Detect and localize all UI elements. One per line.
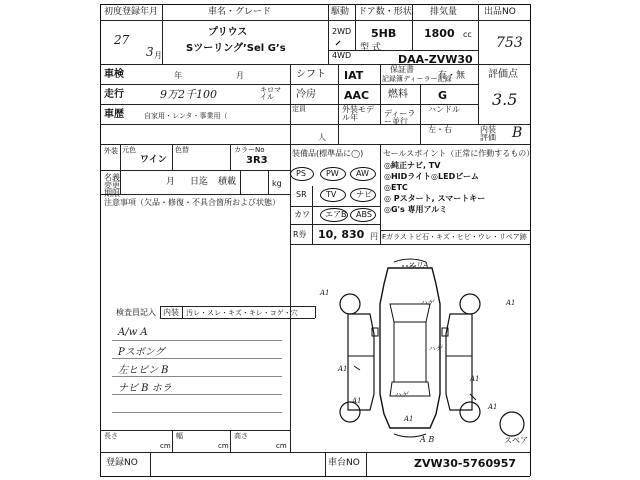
equip-abs-circle [350, 208, 376, 222]
grid-line [100, 20, 530, 21]
ext-model-label: 外装モデル年 [342, 105, 374, 122]
shaken-year-unit: 年 [174, 71, 182, 80]
grid-line [355, 4, 356, 50]
length-unit: cm [160, 442, 171, 450]
note-line-1: A/w A [118, 327, 148, 338]
vehicle-grade: Sツーリング’Sel G’s [186, 43, 286, 54]
original-color-value: ワイン [140, 155, 167, 165]
note-line-4: ナビ B ホラ [118, 383, 172, 394]
vehicle-name: プリウス [208, 27, 248, 38]
door-shape-value: 5HB [371, 27, 397, 40]
sales-point-4: ◎ Pスタート, スマートキー [384, 194, 486, 203]
note-line [112, 394, 282, 395]
chassis-label: 車台NO [328, 458, 360, 468]
drive-2wd: 2WD [332, 27, 352, 36]
damage-mark-2: A1 [506, 299, 516, 307]
mileage-value: 9万2千100 [160, 88, 217, 101]
width-label: 幅 [176, 432, 183, 440]
name-change-month-unit: 月 [166, 177, 176, 187]
door-shape-label: ドア数・形状 [358, 7, 412, 17]
cargo-unit: kg [272, 179, 282, 188]
exterior-label: 外装 [104, 147, 118, 155]
grid-line [100, 170, 290, 171]
grid-line [338, 64, 339, 144]
chassis-value: ZVW30-5760957 [414, 457, 517, 470]
history-options: 自家用・レンタ・事業用（ [144, 112, 228, 120]
warranty-label: 保証書 [390, 65, 414, 74]
grid-line [172, 430, 173, 452]
score-label: 評価点 [488, 69, 518, 80]
frame-line [100, 4, 101, 476]
stock-no-label: 出品NO [484, 7, 516, 17]
inspector-label: 検査員記入 [116, 308, 156, 317]
first-reg-month: 3 [146, 45, 154, 59]
width-unit: cm [218, 442, 229, 450]
grid-line [100, 84, 478, 85]
frame-line [100, 4, 530, 5]
recycle-unit: 円 [370, 232, 378, 241]
equip-tv-circle [320, 188, 346, 202]
damage-mark-3: A1 [338, 365, 348, 373]
equip-airbag: エアB [325, 210, 347, 219]
equip-sr: SR [296, 190, 307, 199]
history-label: 車歴 [104, 109, 124, 120]
grid-line [312, 186, 313, 244]
grid-line [380, 64, 381, 124]
grid-line [230, 144, 231, 170]
damage-mark-5: A1 [352, 397, 362, 405]
color-code-label: カラーNo [234, 146, 265, 154]
equip-airbag-circle [320, 208, 348, 222]
warranty-sub: 記録簿ディーラー記録 [382, 75, 452, 83]
model-code: DAA-ZVW30 [398, 53, 473, 66]
color-code-value: 3R3 [246, 155, 268, 166]
reg-no-label: 登録NO [106, 458, 138, 468]
grid-line [420, 84, 421, 104]
name-change-day-unit: 日迄 [190, 177, 209, 187]
grid-line [100, 104, 478, 105]
spare-label: スペア [504, 436, 528, 445]
equipment-title: 装備品(標準品に◯) [292, 149, 364, 158]
grid-line [172, 144, 173, 170]
grid-line [412, 4, 413, 50]
note-line [112, 412, 282, 413]
dealer-label: ディーラー並行 [384, 109, 416, 126]
shift-label: シフト [296, 69, 326, 80]
equip-navi-circle [350, 188, 376, 202]
length-label: 長さ [104, 432, 118, 440]
displacement-label: 排気量 [430, 7, 458, 17]
grid-line [380, 144, 381, 244]
equip-pw: PW [326, 169, 339, 178]
glass-label: Fガラス [382, 233, 407, 241]
grid-line [240, 170, 241, 194]
damage-mark-4: A1 [470, 375, 480, 383]
interior-value: B [512, 125, 523, 141]
equip-aw: AW [356, 169, 369, 178]
cargo-label: 積載 [218, 177, 237, 187]
warranty-value: 有・無 [438, 71, 466, 81]
displacement-value: 1800 [424, 27, 455, 40]
frame-line [530, 4, 531, 476]
handle-value: 左・右 [428, 125, 452, 134]
grid-line [230, 430, 231, 452]
grid-line [160, 306, 161, 318]
equip-aw-circle [350, 167, 376, 181]
model-label: 型 式 [360, 43, 381, 53]
note-line-3: 左ヒピン B [118, 365, 169, 376]
sales-point-1: ◎純正ナビ, TV [384, 161, 441, 170]
grid-line [328, 4, 329, 64]
capacity-unit: 人 [318, 133, 326, 142]
damage-mark-10: ハゲ [394, 391, 408, 399]
damage-bottom-mark: A B [420, 435, 435, 444]
damage-mark-9: ハゲ [428, 345, 442, 353]
height-label: 高さ [234, 432, 248, 440]
name-change-label: 名義変更期限 [104, 173, 120, 198]
drive-selection-mark [334, 37, 348, 51]
first-reg-month-unit: 月 [154, 51, 162, 60]
grid-line [268, 170, 269, 194]
equip-leather: カワ [294, 210, 310, 219]
shaken-month-unit: 月 [236, 71, 244, 80]
grid-line [366, 452, 367, 476]
interior-label: 内装評価 [480, 125, 496, 142]
original-color-label: 元色 [122, 146, 136, 154]
handle-label: ハンドル [428, 105, 460, 114]
first-reg-label: 初度登録年月 [104, 7, 159, 17]
sales-point-3: ◎ETC [384, 183, 408, 192]
damage-mark-8: ハゲ [420, 299, 434, 307]
grid-line [120, 144, 121, 194]
grid-line [100, 194, 290, 195]
note-line [112, 358, 282, 359]
glass-items: トビ石・キズ・ヒビ・ウレ・リペア跡 [408, 233, 527, 241]
recycle-label: R券 [293, 230, 307, 239]
damage-mark-1: A1 [320, 289, 330, 297]
grid-line [290, 64, 291, 244]
shift-value: IAT [344, 69, 364, 82]
first-reg-year: 27 [114, 33, 130, 47]
note-line-2: Pスポング [118, 347, 165, 358]
capacity-label: 定員 [292, 105, 306, 113]
height-unit: cm [276, 442, 287, 450]
equip-tv: TV [326, 190, 337, 199]
grid-line [100, 124, 290, 125]
grid-line [325, 452, 326, 476]
equip-navi: ナビ [356, 190, 372, 199]
drive-label: 駆動 [331, 7, 350, 17]
inspector-interior-label: 内装 [163, 308, 179, 317]
sales-points-title: セールスポイント（正常に作動するもの） [383, 149, 535, 158]
notes-label: 注意事項（欠品・修復・不具合箇所および状態） [104, 198, 280, 207]
mileage-label: 走行 [104, 89, 124, 100]
note-line [112, 376, 282, 377]
stock-no-value: 753 [496, 35, 523, 51]
sales-point-2: ◎HIDライト◎LEDビーム [384, 172, 479, 181]
shaken-label: 車検 [104, 69, 124, 80]
frame-line [100, 476, 530, 477]
grid-line [100, 452, 530, 453]
equip-ps: PS [296, 169, 306, 178]
grid-line [380, 230, 530, 231]
recycle-value: 10, 830 [318, 228, 365, 241]
aircon-value: AAC [344, 89, 370, 102]
grid-line [290, 206, 380, 207]
color-change-label: 色替 [175, 146, 189, 154]
equip-abs: ABS [356, 210, 372, 219]
aircon-label: 冷房 [296, 89, 316, 100]
mileage-unit: キロマイル [260, 86, 281, 101]
cc-unit: cc [463, 30, 472, 39]
damage-mark-6: A1 [488, 403, 498, 411]
drive-4wd: 4WD [332, 51, 352, 60]
grid-line [150, 452, 151, 476]
score-value: 3.5 [492, 90, 518, 109]
grid-line [100, 144, 530, 145]
note-line [112, 340, 282, 341]
equip-pw-circle [320, 167, 346, 181]
grid-line [182, 306, 183, 318]
name-grade-label: 車名・グレード [208, 7, 272, 17]
equip-ps-circle [290, 167, 314, 181]
grid-line [100, 430, 290, 431]
damage-top-mark: スリA [407, 261, 429, 270]
sales-point-5: ◎G's 専用アルミ [384, 205, 448, 214]
grid-line [162, 4, 163, 64]
grid-line [290, 224, 380, 225]
inspector-options: 汚レ・スレ・キズ・キレ・コゲ・穴 [186, 309, 298, 317]
fuel-label: 燃料 [388, 89, 408, 100]
fuel-value: G [438, 89, 448, 102]
damage-mark-7: A1 [404, 415, 414, 423]
